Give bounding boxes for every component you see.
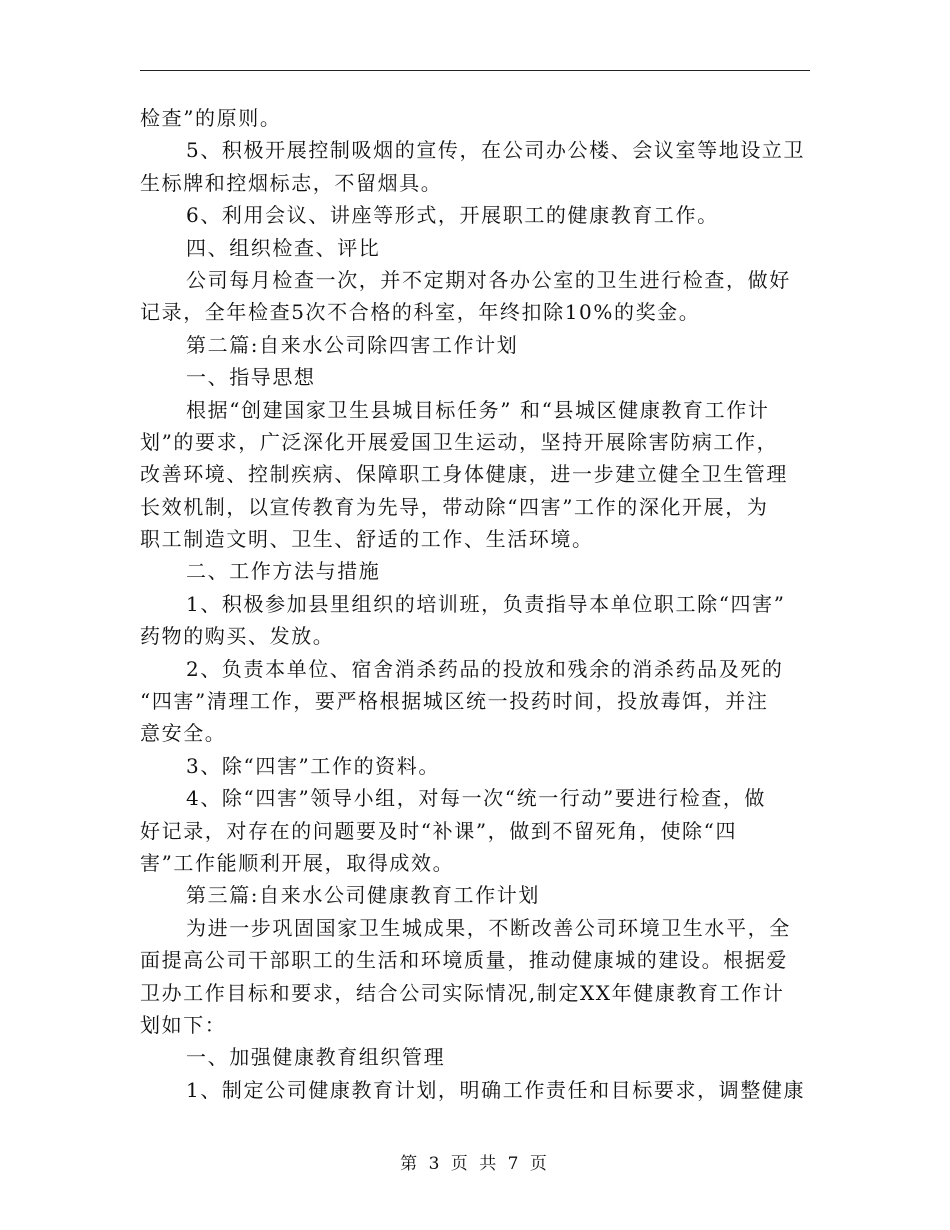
text-line: 第三篇:自来水公司健康教育工作计划 <box>186 883 540 908</box>
document-body <box>140 102 810 1106</box>
text-line: 药物的购买、发放。 <box>140 624 335 649</box>
text-line: 面提高公司干部职工的生活和环境质量，推动健康城的建设。根据爱 <box>140 948 788 973</box>
text-line: 检查”的原则。 <box>140 106 282 130</box>
text-line: 2、负责本单位、宿舍消杀药品的投放和残余的消杀药品及死的 <box>186 656 784 681</box>
text-line: 根据“创建国家卫生县城目标任务” 和“县城区健康教育工作计 <box>186 397 770 422</box>
text-line: 6、利用会议、讲座等形式，开展职工的健康教育工作。 <box>186 203 719 228</box>
text-line: 长效机制，以宣传教育为先导，带动除“四害”工作的深化开展，为 <box>140 494 769 519</box>
text-line: 一、加强健康教育组织管理 <box>186 1045 446 1070</box>
text-line: 卫办工作目标和要求，结合公司实际情况,制定XX年健康教育工作计 <box>140 980 785 1005</box>
page-footer: 第 3 页 共 7 页 <box>400 1154 550 1174</box>
text-line: 害”工作能顺利开展，取得成效。 <box>140 850 455 875</box>
text-line: 好记录，对存在的问题要及时“补课”，做到不留死角，使除“四 <box>140 818 738 843</box>
text-line: 职工制造文明、卫生、舒适的工作、生活环境。 <box>140 527 594 552</box>
text-line: 5、积极开展控制吸烟的宣传，在公司办公楼、会议室等地设立卫 <box>186 138 806 163</box>
text-line: 划如下： <box>140 1012 227 1037</box>
text-line: 二、工作方法与措施 <box>186 559 381 584</box>
text-line: 1、制定公司健康教育计划，明确工作责任和目标要求，调整健康 <box>186 1077 806 1102</box>
text-line: 划”的要求，广泛深化开展爱国卫生运动，坚持开展除害防病工作， <box>140 429 779 454</box>
text-line: 为进一步巩固国家卫生城成果，不断改善公司环境卫生水平，全 <box>186 915 791 940</box>
text-line: 一、指导思想 <box>186 365 316 390</box>
text-line: 四、组织检查、评比 <box>186 235 381 260</box>
text-line: 生标牌和控烟标志，不留烟具。 <box>140 170 443 195</box>
text-line: 公司每月检查一次，并不定期对各办公室的卫生进行检查，做好 <box>186 267 791 292</box>
header-rule <box>140 70 810 71</box>
text-line: 3、除“四害”工作的资料。 <box>186 753 440 778</box>
text-line: 4、除“四害”领导小组，对每一次“统一行动”要进行检查，做 <box>186 786 767 811</box>
text-line: 改善环境、控制疾病、保障职工身体健康，进一步建立健全卫生管理 <box>140 462 788 487</box>
text-line: 意安全。 <box>140 721 227 746</box>
text-line: 1、积极参加县里组织的培训班，负责指导本单位职工除“四害” <box>186 591 786 616</box>
text-line: “四害”清理工作，要严格根据城区统一投药时间，投放毒饵，并注 <box>140 689 769 714</box>
text-line: 记录，全年检查5次不合格的科室，年终扣除10%的奖金。 <box>140 300 701 325</box>
text-line: 第二篇:自来水公司除四害工作计划 <box>186 332 519 357</box>
